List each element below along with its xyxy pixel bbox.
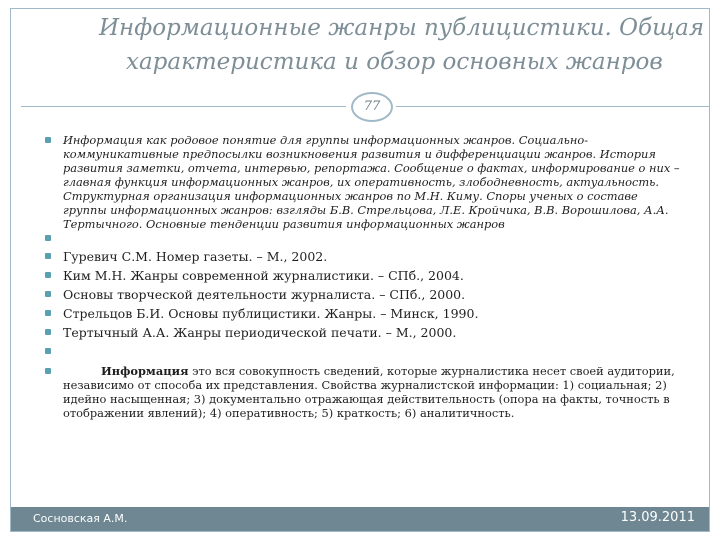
title-divider-left <box>21 106 346 107</box>
reference-text: Ким М.Н. Жанры современной журналистики. – СПб., 2004. <box>63 268 464 283</box>
title-divider-right <box>396 106 710 107</box>
bullet-reference <box>43 325 683 341</box>
footer-author: Сосновская А.М. <box>33 512 128 525</box>
bullet-information-definition <box>43 364 683 420</box>
footer-date: 13.09.2011 <box>620 510 695 525</box>
reference-text: Основы творческой деятельности журналиста. – СПб., 2000. <box>63 287 466 302</box>
page-number: 77 <box>351 92 393 122</box>
topic-description-text: Информация как родовое понятие для группы информационных жанров. Социально-коммуникативные предпосылки возникновения развития и дифференциации жанров. История развития заметки, отчета, интервью, репортажа. Сообщение о фактах, информирование о них – главная функция информационных жанров, их оперативность, злободневность, актуальность. Структурная организация информационных жанров по М.Н. Киму. Споры ученых о составе группы информационных жанров: взгляды Б.В. Стрельцова, Л.Е. Кройчика, В.В. Ворошилова, А.А. Тертычного. Основные тенденции развития информационных жанров <box>63 133 680 231</box>
bullet-empty <box>43 344 683 362</box>
bullet-reference <box>43 306 683 322</box>
slide-title-line-1: Информационные жанры публицистики. Общая <box>99 15 705 41</box>
information-definition-text: это вся совокупность сведений, которые журналистика несет своей аудитории, независимо от способа их представления. Свойства журналистской информации: 1) социальная; 2) идейно насыщенная; 3) документально отражающая действительность (опора на факты, точность в отображении явлений); 4) оперативность; 5) краткость; 6) аналитичность. <box>63 364 675 420</box>
slide-footer <box>11 507 710 531</box>
reference-text: Тертычный А.А. Жанры периодической печати. – М., 2000. <box>63 325 457 340</box>
reference-text: Гуревич С.М. Номер газеты. – М., 2002. <box>63 249 328 264</box>
bullet-reference <box>43 287 683 303</box>
bullet-reference <box>43 268 683 284</box>
slide-title-line-2: характеристика и обзор основных жанров <box>126 49 663 75</box>
slide-content <box>43 133 683 420</box>
bullet-reference <box>43 249 683 265</box>
bullet-empty <box>43 231 683 249</box>
reference-text: Стрельцов Б.И. Основы публицистики. Жанры. – Минск, 1990. <box>63 306 479 321</box>
slide <box>10 8 710 532</box>
information-term: Информация <box>101 364 189 378</box>
bullet-topic-description <box>43 133 683 231</box>
